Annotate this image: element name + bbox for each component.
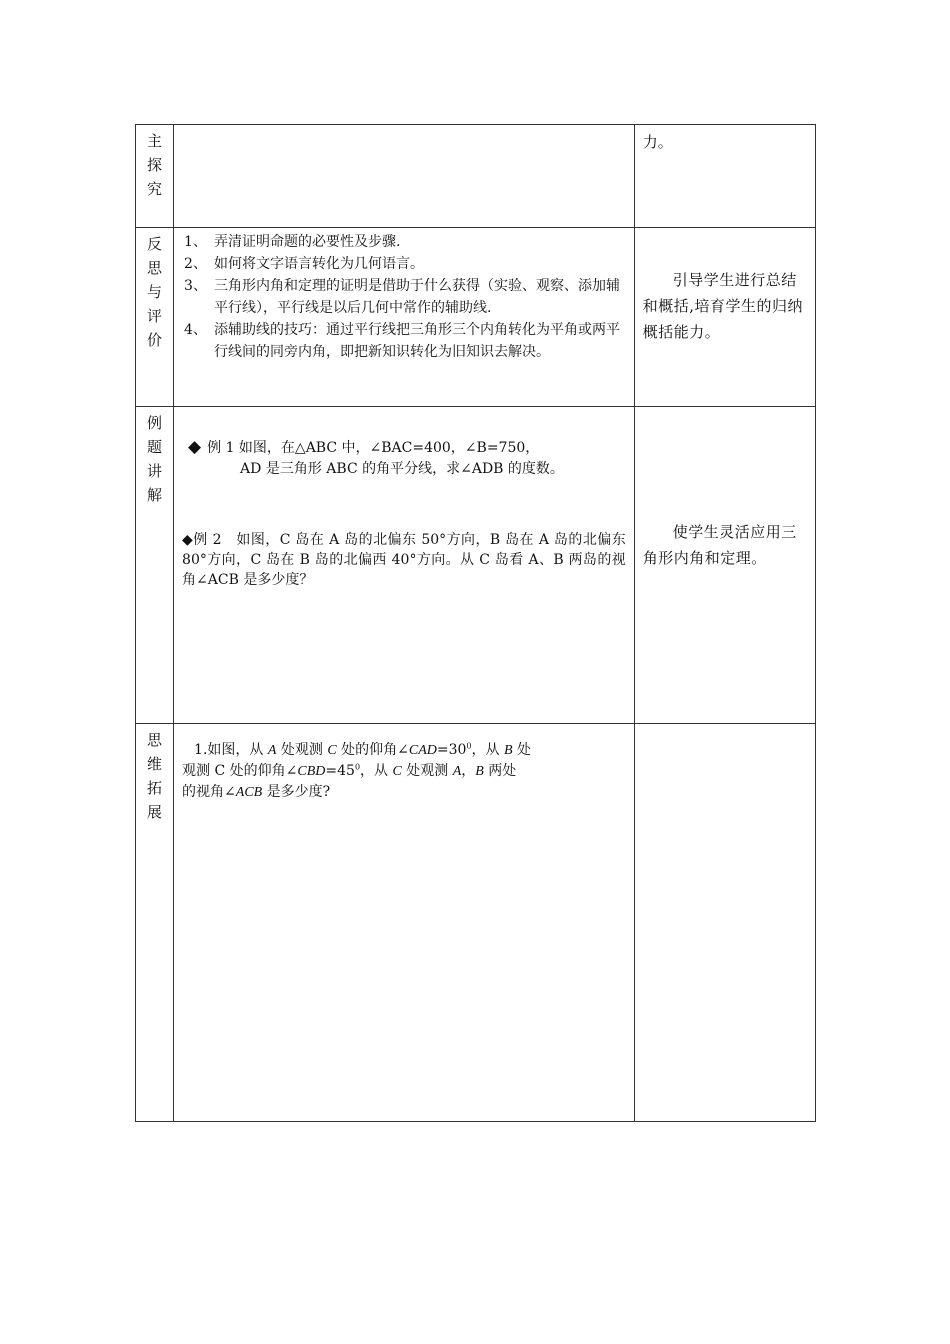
row-label-examples: 例 题 讲 解 xyxy=(136,407,174,724)
inquiry-content xyxy=(174,125,635,228)
table-row-examples xyxy=(136,407,816,724)
extension-problem: 1.如图，从 A 处观测 C 处的仰角$\angle CAD=30^0$，从 B 处 观测 C 处的仰角$\angle CBD=45^0$，从 C 处观测 A，B 两处 的视角∠ACB 是多少度? xyxy=(182,741,531,800)
examples-content xyxy=(174,407,635,724)
example-2: ◆例 2 如图，C 岛在 A 岛的北偏东 50°方向，B 岛在 A 岛的北偏东 80°方向，C 岛在 B 岛的北偏西 40°方向。从 C 岛看 A、B 两岛的视角∠ACB 是多少度？ xyxy=(182,532,626,588)
row-label-reflection: 反 思 与 评 价 xyxy=(136,228,174,407)
lesson-plan-table xyxy=(135,124,816,1122)
reflection-note: 引导学生进行总结和概括,培育学生的归纳概括能力。 xyxy=(634,228,815,407)
list-item: 1、 弄清证明命题的必要性及步骤. xyxy=(184,234,401,250)
diamond-bullet-icon: ◆ xyxy=(188,437,202,457)
extension-note xyxy=(634,724,815,1122)
row-label-inquiry: 主 探 究 xyxy=(136,125,174,228)
table-row-extension xyxy=(136,724,816,1122)
extension-content xyxy=(174,724,635,1122)
list-item: 4、 添辅助线的技巧：通过平行线把三角形三个内角转化为平角或两平行线间的同旁内角，即把新知识转化为旧知识去解决。 xyxy=(184,322,621,360)
table-row-inquiry xyxy=(136,125,816,228)
table-row-reflection xyxy=(136,228,816,407)
list-item: 3、 三角形内角和定理的证明是借助于什么获得（实验、观察、添加辅平行线），平行线是以后几何中常作的辅助线. xyxy=(184,278,621,316)
reflection-list xyxy=(174,228,634,363)
inquiry-note: 力。 xyxy=(634,125,815,228)
reflection-content xyxy=(174,228,635,407)
row-label-extension: 思 维 拓 展 xyxy=(136,724,174,1122)
examples-note: 使学生灵活应用三角形内角和定理。 xyxy=(634,407,815,724)
list-item: 2、 如何将文字语言转化为几何语言。 xyxy=(184,256,425,272)
example-1: ◆ 例 1 如图，在△ABC 中，∠BAC=400，∠B=750， AD 是三角形 ABC 的角平分线，求∠ADB 的度数。 xyxy=(188,437,564,477)
